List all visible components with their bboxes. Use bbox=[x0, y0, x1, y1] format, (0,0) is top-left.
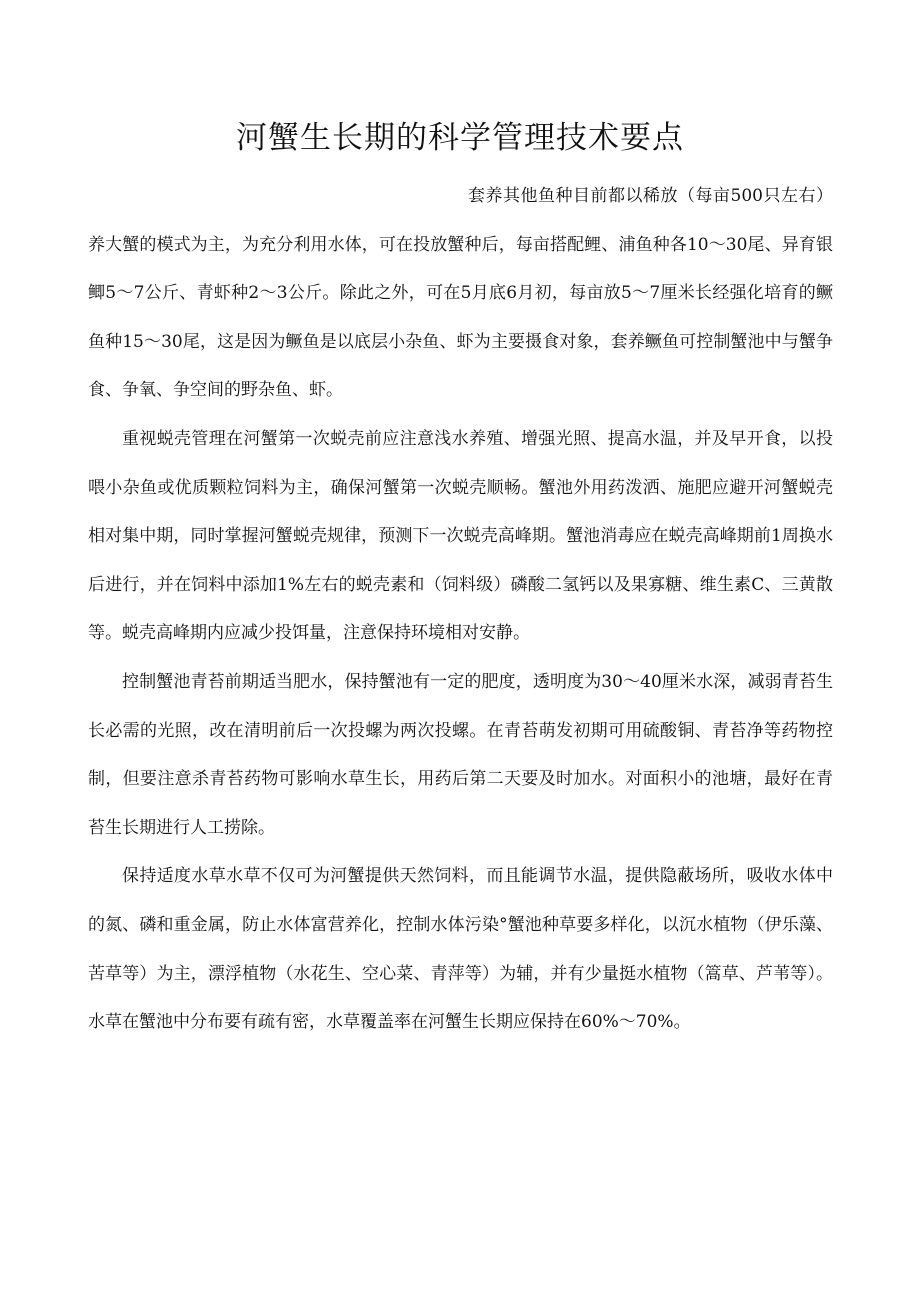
page-title: 河蟹生长期的科学管理技术要点 bbox=[236, 120, 684, 156]
paragraph-aquatic-plants: 保持适度水草水草不仅可为河蟹提供天然饲料，而且能调节水温，提供隐蔽场所，吸收水体中的氮、磷和重金属，防止水体富营养化，控制水体污染°蟹池种草要多样化，以沉水植物（伊乐藻、苦草等）为主，漂浮植物（水花生、空心菜、青萍等）为辅，并有少量挺水植物（篙草、芦苇等）。水草在蟹池中分布要有疏有密，水草覆盖率在河蟹生长期应保持在60%～70%。 bbox=[88, 866, 833, 1033]
paragraph-algae-control: 控制蟹池青苔前期适当肥水，保持蟹池有一定的肥度，透明度为30～40厘米水深，减弱青苔生长必需的光照，改在清明前后一次投螺为两次投螺。在青苔萌发初期可用硫酸铜、青苔净等药物控制，但要注意杀青苔药物可影响水草生长，用药后第二天要及时加水。对面积小的池塘，最好在青苔生长期进行人工捞除。 bbox=[88, 671, 833, 838]
paragraph-polyculture: 套养其他鱼种目前都以稀放（每亩500只左右）养大蟹的模式为主，为充分利用水体，可在投放蟹种后，每亩搭配鲤、浦鱼种各10～30尾、异育银鲫5～7公斤、青虾种2～3公斤。除此之外，可在5月底6月初，每亩放5～7厘米长经强化培育的鳜鱼种15～30尾，这是因为鳜鱼是以底层小杂鱼、虾为主要摄食对象，套养鳜鱼可控制蟹池中与蟹争食、争氧、争空间的野杂鱼、虾。 bbox=[88, 186, 833, 401]
document-body bbox=[88, 172, 833, 1047]
paragraph-molting-management: 重视蜕壳管理在河蟹第一次蜕壳前应注意浅水养殖、增强光照、提高水温，并及早开食，以投喂小杂鱼或优质颗粒饲料为主，确保河蟹第一次蜕壳顺畅。蟹池外用药泼洒、施肥应避开河蟹蜕壳相对集中期，同时掌握河蟹蜕壳规律，预测下一次蜕壳高峰期。蟹池消毒应在蜕壳高峰期前1周换水后进行，并在饲料中添加1%左右的蜕壳素和（饲料级）磷酸二氢钙以及果寡糖、维生素C、三黄散等。蜕壳高峰期内应减少投饵量，注意保持环境相对安静。 bbox=[88, 428, 833, 644]
